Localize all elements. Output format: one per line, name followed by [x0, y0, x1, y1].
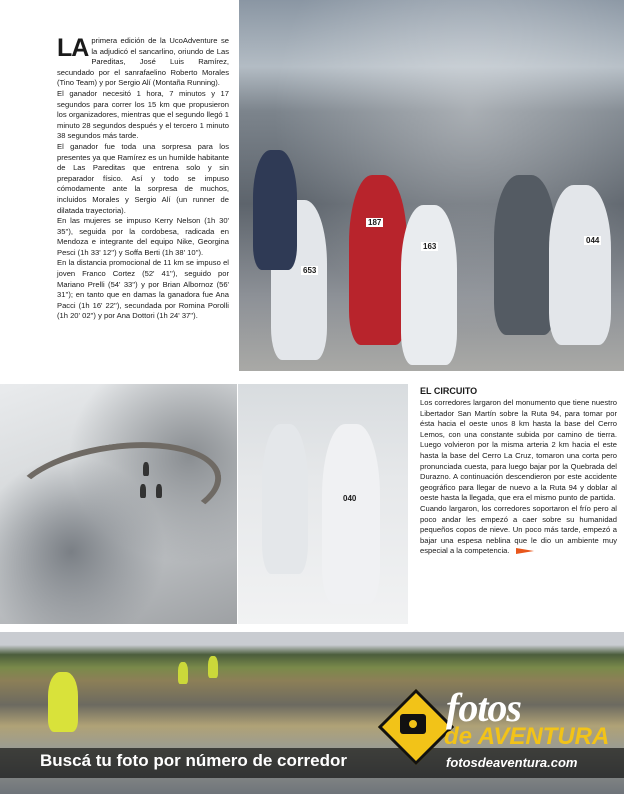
- bib-number: 044: [586, 236, 600, 245]
- article-column: [57, 36, 229, 322]
- runner-grey-hoodie: [494, 175, 556, 335]
- bib-number: 653: [303, 266, 317, 275]
- bib-number: 040: [343, 494, 357, 503]
- distant-runner: [156, 484, 162, 498]
- distant-runner: [208, 656, 218, 678]
- circuit-column: [420, 398, 617, 557]
- distant-runner: [140, 484, 146, 498]
- winding-road: [5, 430, 228, 551]
- logo-de-aventura: de AVENTURA: [444, 723, 610, 750]
- distant-runner: [178, 662, 188, 684]
- ad-banner-text: Buscá tu foto por número de corredor: [40, 751, 347, 770]
- runner-right: [549, 185, 611, 345]
- circuit-paragraph-2: [420, 504, 617, 557]
- circuit-paragraph-1: Los corredores largaron del monumento que tiene nuestro Libertador San Martín sobre la Ruta 94, para tomar por ésta hacia el oeste unos 8 km hasta la base del Cerro Lemos, con una constante subida por camino de tierra. Luego volvieron por la misma arteria 2 km hacia el este hasta la base del Cerro La Cruz, tomaron una corta pero pronunciada cuesta, para luego bajar por la Quebrada del Durazno. A continuación descendieron por este accidente geográfico para llegar de nuevo a la Ruta 94 y doblar al oeste hasta la llegada, que era el mismo punto de partida.: [420, 398, 617, 503]
- circuit-paragraph-2-text: Cuando largaron, los corredores soportaron el frío pero al poco andar les empezó a caer sobre su humanidad pequeños copos de nieve. Un poco más tarde, empezó a bajar una espesa neblina que le dio un ambiente muy especial a la competencia.: [420, 503, 617, 556]
- paragraph-2: El ganador necesitó 1 hora, 7 minutos y 17 segundos para correr los 15 km que propusieron los organizadores, mientras que el segundo llegó 1 minuto 28 segundos después y el tercero 1 minuto 38 segundos más tarde.: [57, 88, 229, 141]
- race-start-photo: [239, 0, 624, 371]
- section-title: EL CIRCUITO: [420, 386, 478, 396]
- bib-number: 163: [423, 242, 437, 251]
- distant-runner: [143, 462, 149, 476]
- runner-blue-jacket: [253, 150, 297, 270]
- paragraph-1: [57, 36, 229, 89]
- paragraph-1-text: primera edición de la UcoAdventure se la adjudicó el sancarlino, oriundo de Las Pareditas, José Luis Ramírez, secundado por el sanrafaelino Roberto Morales (Tino Team) y por Sergio Alí (Montaña Running).: [57, 36, 229, 88]
- runner-yellow-vest: [48, 672, 78, 732]
- runner-snow-left: [262, 424, 308, 574]
- end-mark-icon: [516, 548, 534, 554]
- paragraph-4: En las mujeres se impuso Kerry Nelson (1h 30' 35''), seguida por la cordobesa, radicada en Mendoza e integrante del equipo Nike, Georgina Pesci (1h 33' 12'') y Soffa Berti (1h 38' 10'').: [57, 216, 229, 257]
- snow-runners-photo: [238, 384, 408, 624]
- camera-icon: [400, 714, 426, 734]
- logo-fotos: fotos: [446, 685, 521, 730]
- runner-snow-right: [322, 424, 380, 604]
- paragraph-3: El ganador fue toda una sorpresa para los presentes ya que Ramírez es un humilde habitante de Las Pareditas que entrena solo y sin preparador físico. Así y todo se impuso cómodamente ante la sorpresa de muchos, incluidos Morales y Sergio Alí (un runner de dilatada trayectoria).: [57, 141, 229, 215]
- drop-cap: LA: [57, 34, 89, 62]
- bib-number: 187: [368, 218, 382, 227]
- paragraph-5: En la distancia promocional de 11 km se impuso el joven Franco Cortez (52' 41''), seguido por Mariano Prelli (54' 33'') y por Brian Albornoz (56' 31''); en tanto que en damas la ganadora fue Ana Pacci (1h 16' 22''), secundada por Romina Porolli (1h 20' 02'') y por Ana Dottori (1h 24' 37'').: [57, 258, 229, 321]
- snow-road-photo: [0, 384, 237, 624]
- logo-url[interactable]: fotosdeaventura.com: [446, 755, 578, 770]
- runner-red-jacket: [349, 175, 407, 345]
- runner-white-shirt: [401, 205, 457, 365]
